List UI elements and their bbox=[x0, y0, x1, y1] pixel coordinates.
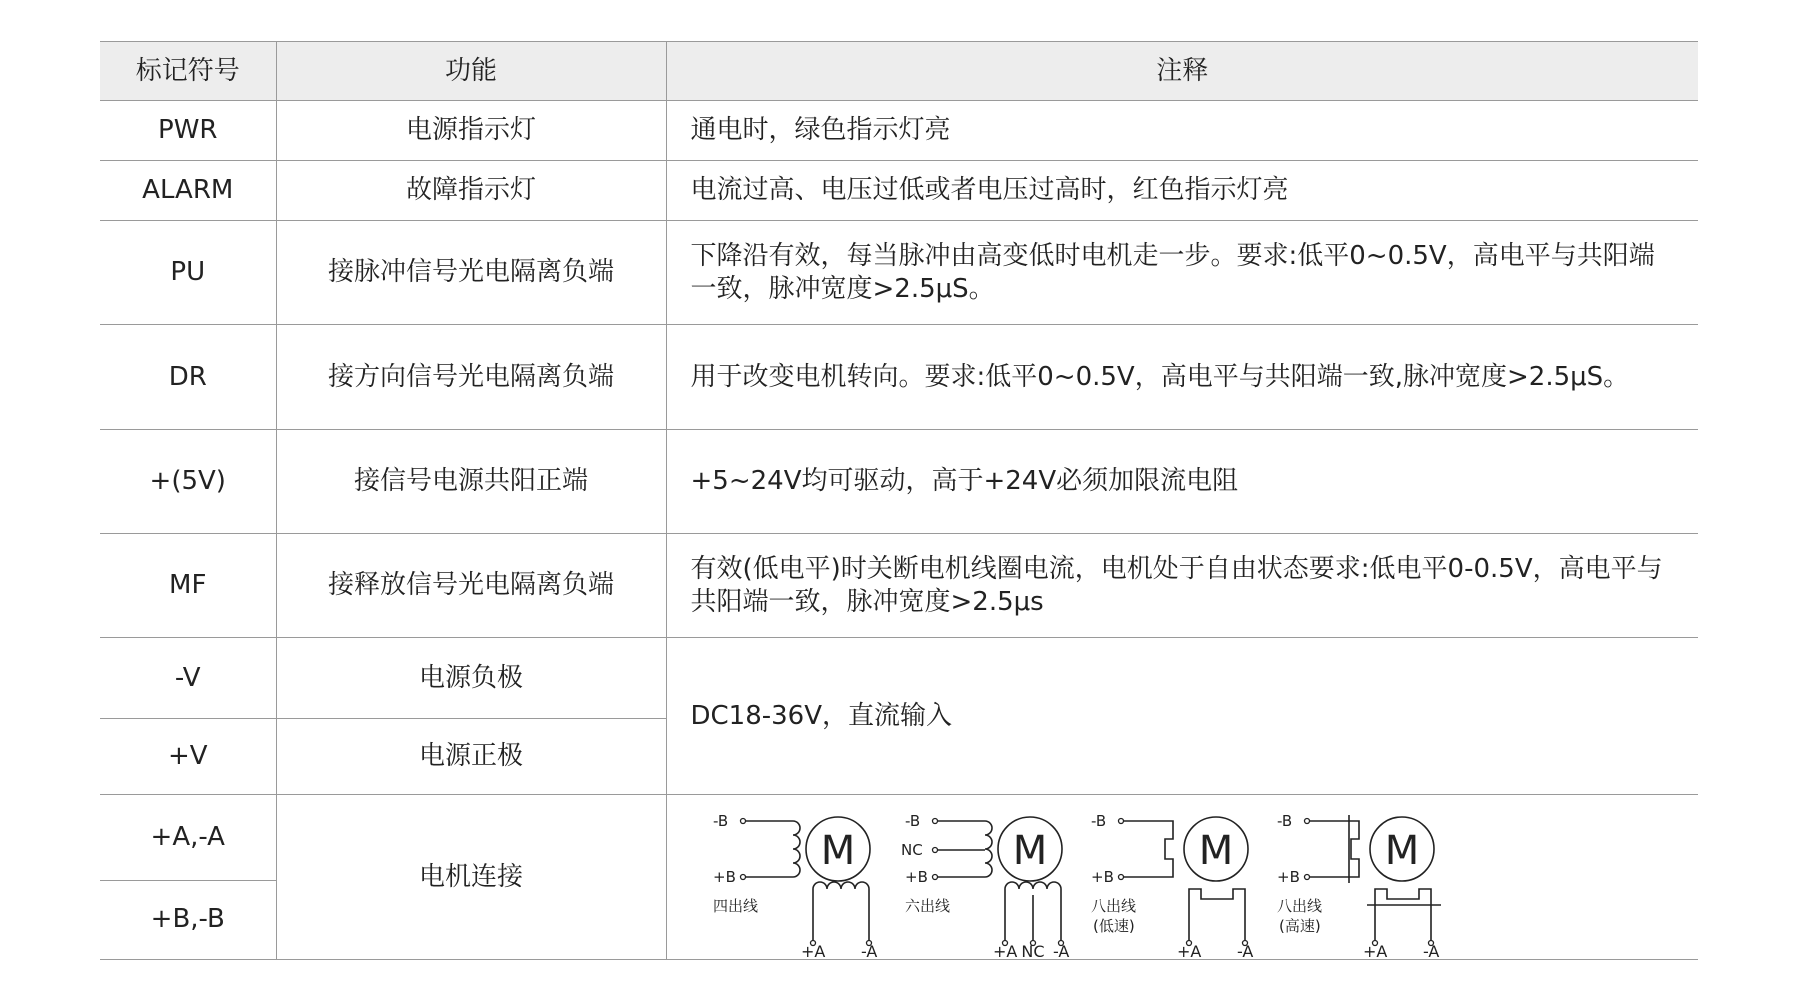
wiring-caption: 八出线 bbox=[1276, 897, 1322, 915]
row-note: 电流过高、电压过低或者电压过高时，红色指示灯亮 bbox=[666, 161, 1698, 221]
terminal-dot bbox=[1118, 819, 1123, 824]
row-function: 电机连接 bbox=[276, 795, 666, 960]
a-plus-label: +A bbox=[1362, 942, 1387, 959]
pin-definition-table bbox=[100, 41, 1698, 960]
terminal-dot bbox=[1118, 875, 1123, 880]
b-leads bbox=[1310, 821, 1349, 877]
row-symbol: DR bbox=[100, 325, 276, 430]
b-winding-bracket bbox=[1349, 821, 1359, 877]
b-plus-label: +B bbox=[904, 868, 928, 886]
a-minus-label: -A bbox=[1052, 942, 1069, 959]
header-function: 功能 bbox=[276, 42, 666, 101]
motor-letter: M bbox=[820, 828, 855, 874]
motor-diagram-4 bbox=[1277, 812, 1441, 959]
motor-wiring-cell bbox=[666, 795, 1698, 960]
motor-letter: M bbox=[1012, 828, 1047, 874]
a-winding-bracket bbox=[1375, 889, 1431, 903]
terminal-dot bbox=[1304, 875, 1309, 880]
row-symbol: PWR bbox=[100, 101, 276, 161]
row-function: 接信号电源共阳正端 bbox=[276, 430, 666, 534]
b-minus-label: -B bbox=[1276, 812, 1292, 830]
table-row bbox=[100, 430, 1698, 534]
header-symbol: 标记符号 bbox=[100, 42, 276, 101]
row-note: +5~24V均可驱动，高于+24V必须加限流电阻 bbox=[666, 430, 1698, 534]
pin-definition-table-container bbox=[100, 41, 1698, 960]
terminal-dot bbox=[740, 875, 745, 880]
a-leads bbox=[813, 889, 869, 941]
a-minus-label: -A bbox=[1422, 942, 1439, 959]
row-function: 接脉冲信号光电隔离负端 bbox=[276, 221, 666, 325]
row-function: 电源指示灯 bbox=[276, 101, 666, 161]
a-plus-label: +A bbox=[800, 942, 825, 959]
a-winding bbox=[1005, 882, 1061, 889]
table-row bbox=[100, 795, 1698, 881]
row-symbol: ALARM bbox=[100, 161, 276, 221]
table-row bbox=[100, 221, 1698, 325]
power-input-note: DC18-36V，直流输入 bbox=[666, 638, 1698, 795]
wiring-caption-sub: (低速) bbox=[1092, 917, 1135, 935]
row-symbol: PU bbox=[100, 221, 276, 325]
a-winding-bracket bbox=[1189, 889, 1245, 903]
b-plus-label: +B bbox=[1090, 868, 1114, 886]
row-function: 接方向信号光电隔离负端 bbox=[276, 325, 666, 430]
table-row bbox=[100, 161, 1698, 221]
row-symbol: +(5V) bbox=[100, 430, 276, 534]
motor-diagram-1 bbox=[713, 812, 877, 959]
a-leads bbox=[1189, 903, 1245, 941]
motor-diagram-3 bbox=[1091, 812, 1253, 959]
b-leads bbox=[746, 821, 793, 877]
table-header-row bbox=[100, 42, 1698, 101]
b-minus-label: -B bbox=[904, 812, 920, 830]
b-plus-label: +B bbox=[712, 868, 736, 886]
motor-diagram-2 bbox=[901, 812, 1069, 959]
b-minus-label: -B bbox=[712, 812, 728, 830]
terminal-dot bbox=[740, 819, 745, 824]
b-leads bbox=[938, 821, 985, 877]
table-row bbox=[100, 638, 1698, 719]
b-winding bbox=[793, 821, 800, 877]
terminal-dot bbox=[932, 848, 937, 853]
table-row bbox=[100, 325, 1698, 430]
a-plus-label: +A bbox=[992, 942, 1017, 959]
wiring-caption: 八出线 bbox=[1090, 897, 1136, 915]
b-minus-label: -B bbox=[1090, 812, 1106, 830]
b-mid-label: NC bbox=[900, 841, 923, 859]
terminal-dot bbox=[932, 875, 937, 880]
terminal-dot bbox=[1304, 819, 1309, 824]
row-note: 通电时，绿色指示灯亮 bbox=[666, 101, 1698, 161]
b-plus-label: +B bbox=[1276, 868, 1300, 886]
row-symbol: MF bbox=[100, 534, 276, 638]
b-leads bbox=[1124, 821, 1163, 877]
row-note: 用于改变电机转向。要求:低平0~0.5V，高电平与共阳端一致,脉冲宽度>2.5μS。 bbox=[666, 325, 1698, 430]
motor-letter: M bbox=[1384, 828, 1419, 874]
a-winding bbox=[813, 882, 869, 889]
wiring-caption: 四出线 bbox=[712, 897, 758, 915]
a-minus-label: -A bbox=[1236, 942, 1253, 959]
row-function: 故障指示灯 bbox=[276, 161, 666, 221]
motor-wiring-diagrams bbox=[667, 795, 1697, 959]
header-note: 注释 bbox=[666, 42, 1698, 101]
row-function: 电源负极 bbox=[276, 638, 666, 719]
row-note: 下降沿有效，每当脉冲由高变低时电机走一步。要求:低平0~0.5V，高电平与共阳端一致，脉冲宽度>2.5μS。 bbox=[666, 221, 1698, 325]
motor-letter: M bbox=[1198, 828, 1233, 874]
row-note: 有效(低电平)时关断电机线圈电流，电机处于自由状态要求:低电平0-0.5V，高电平与共阳端一致，脉冲宽度>2.5μs bbox=[666, 534, 1698, 638]
wiring-caption-sub: (高速) bbox=[1278, 917, 1321, 935]
row-symbol: -V bbox=[100, 638, 276, 719]
table-row bbox=[100, 101, 1698, 161]
row-symbol: +A,-A bbox=[100, 795, 276, 881]
b-winding-bracket bbox=[1163, 821, 1173, 877]
row-function: 接释放信号光电隔离负端 bbox=[276, 534, 666, 638]
a-minus-label: -A bbox=[860, 942, 877, 959]
row-symbol: +B,-B bbox=[100, 880, 276, 959]
a-plus-label: +A bbox=[1176, 942, 1201, 959]
wiring-caption: 六出线 bbox=[904, 897, 950, 915]
a-leads bbox=[1375, 903, 1431, 941]
row-symbol: +V bbox=[100, 719, 276, 795]
row-function: 电源正极 bbox=[276, 719, 666, 795]
b-winding bbox=[985, 821, 992, 877]
a-mid-label: NC bbox=[1020, 942, 1045, 959]
terminal-dot bbox=[932, 819, 937, 824]
table-row bbox=[100, 534, 1698, 638]
